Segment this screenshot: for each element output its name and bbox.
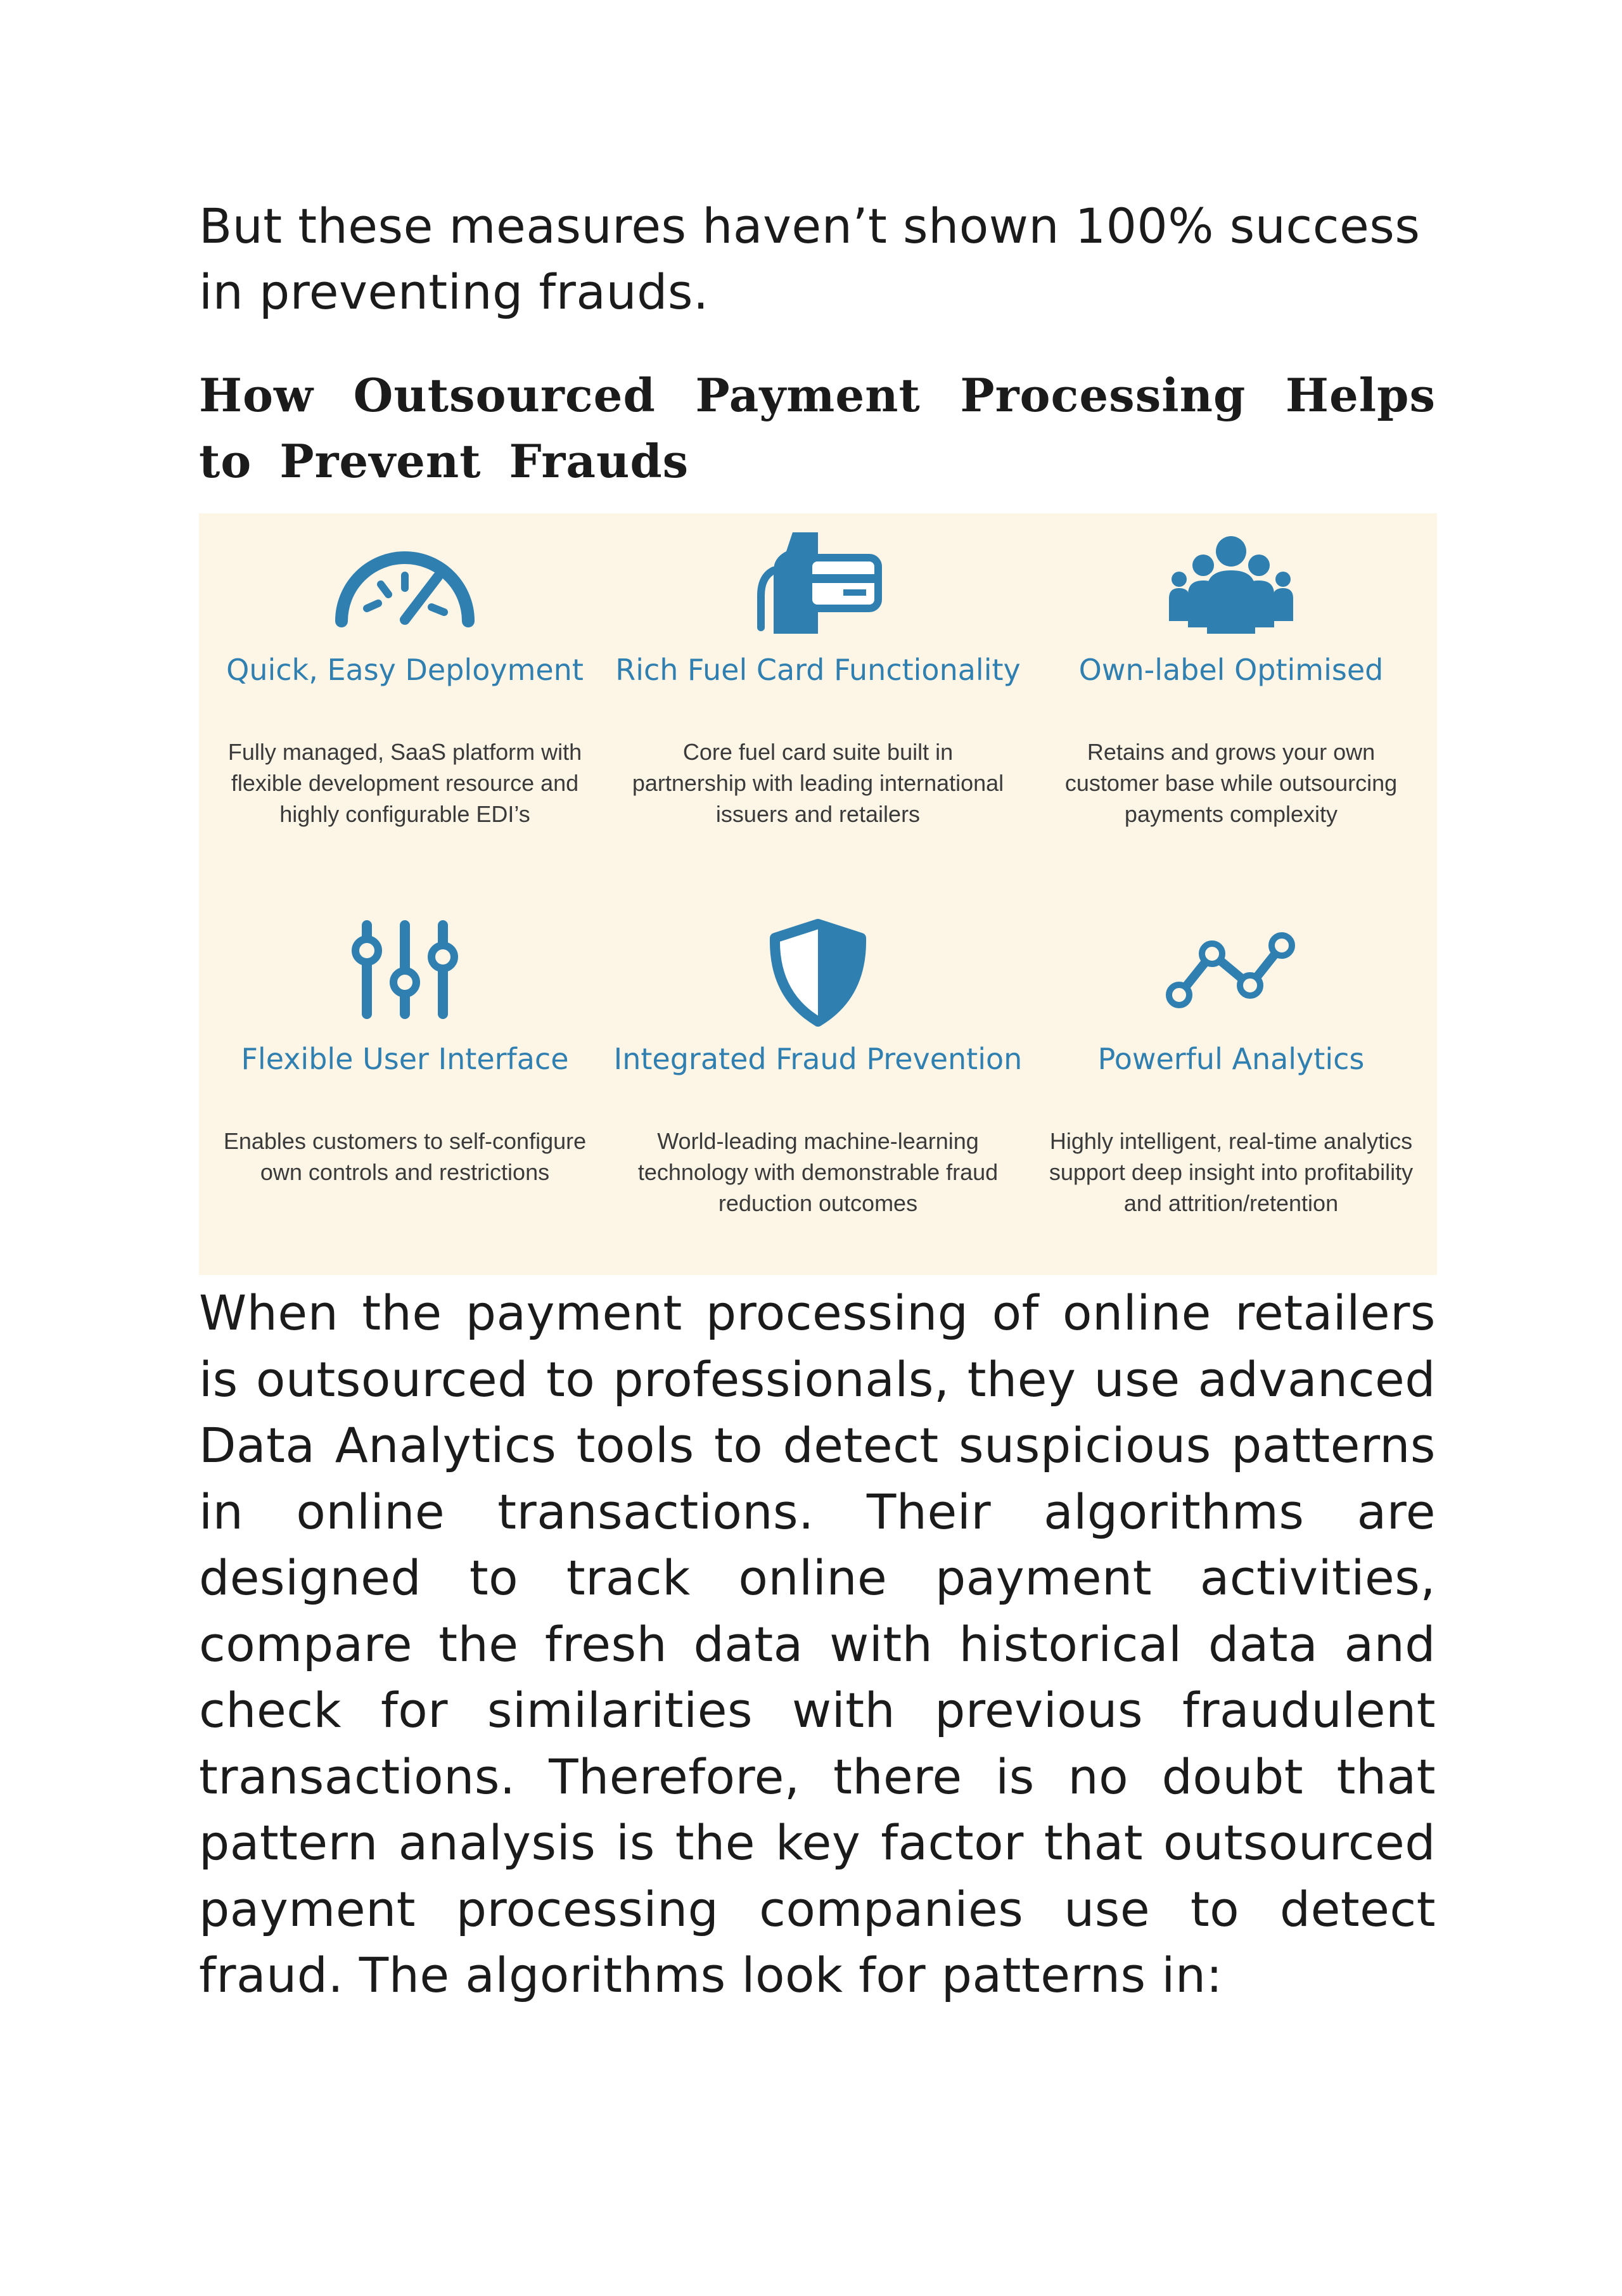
feature-card-fuel-card bbox=[612, 513, 1024, 894]
feature-description: Fully managed, SaaS platform with flexible development resource and highly configurable EDI’s bbox=[227, 739, 582, 827]
feature-description: Enables customers to self-configure own controls and restrictions bbox=[223, 1128, 587, 1185]
intro-paragraph: But these measures haven’t shown 100% success in preventing frauds. bbox=[199, 198, 1421, 320]
feature-card-analytics bbox=[1025, 894, 1437, 1274]
feature-card-fraud-prevention bbox=[612, 894, 1024, 1274]
feature-title: Rich Fuel Card Functionality bbox=[615, 653, 1021, 687]
feature-title: Powerful Analytics bbox=[1097, 1042, 1365, 1076]
feature-title: Flexible User Interface bbox=[241, 1042, 569, 1076]
shield-icon bbox=[612, 919, 1024, 1046]
feature-title: Integrated Fraud Prevention bbox=[613, 1042, 1023, 1076]
fuel-card-icon bbox=[612, 526, 1024, 653]
feature-description: World-leading machine-learning technology with demonstrable fraud reduction outcomes bbox=[637, 1128, 999, 1216]
section-heading: How Outsourced Payment Processing Helps to Prevent Frauds bbox=[199, 368, 1436, 488]
features-infographic bbox=[199, 513, 1437, 1275]
feature-description: Core fuel card suite built in partnership with leading international issuers and retailers bbox=[632, 739, 1004, 827]
people-group-icon bbox=[1025, 532, 1437, 659]
feature-card-deployment bbox=[199, 513, 611, 894]
feature-title: Quick, Easy Deployment bbox=[226, 653, 584, 687]
sliders-icon bbox=[199, 919, 611, 1046]
analytics-line-icon bbox=[1025, 925, 1437, 1052]
feature-card-own-label bbox=[1025, 513, 1437, 894]
feature-card-user-interface bbox=[199, 894, 611, 1274]
feature-title: Own-label Optimised bbox=[1078, 653, 1384, 687]
feature-description: Retains and grows your own customer base while outsourcing payments complexity bbox=[1064, 739, 1398, 827]
feature-description: Highly intelligent, real-time analytics support deep insight into profitability and attrition/retention bbox=[1049, 1128, 1414, 1216]
body-paragraph: When the payment processing of online retailers is outsourced to professionals, they use advanced Data Analytics tools to detect suspicious patterns in online transactions. Their algorithms are designed to track online payment activities, compare the fresh data with historical data and check for similarities with previous fraudulent transactions. Therefore, there is no doubt that pattern analysis is the key factor that outsourced payment processing companies use to detect fraud. The algorithms look for patterns in: bbox=[199, 1285, 1436, 2003]
